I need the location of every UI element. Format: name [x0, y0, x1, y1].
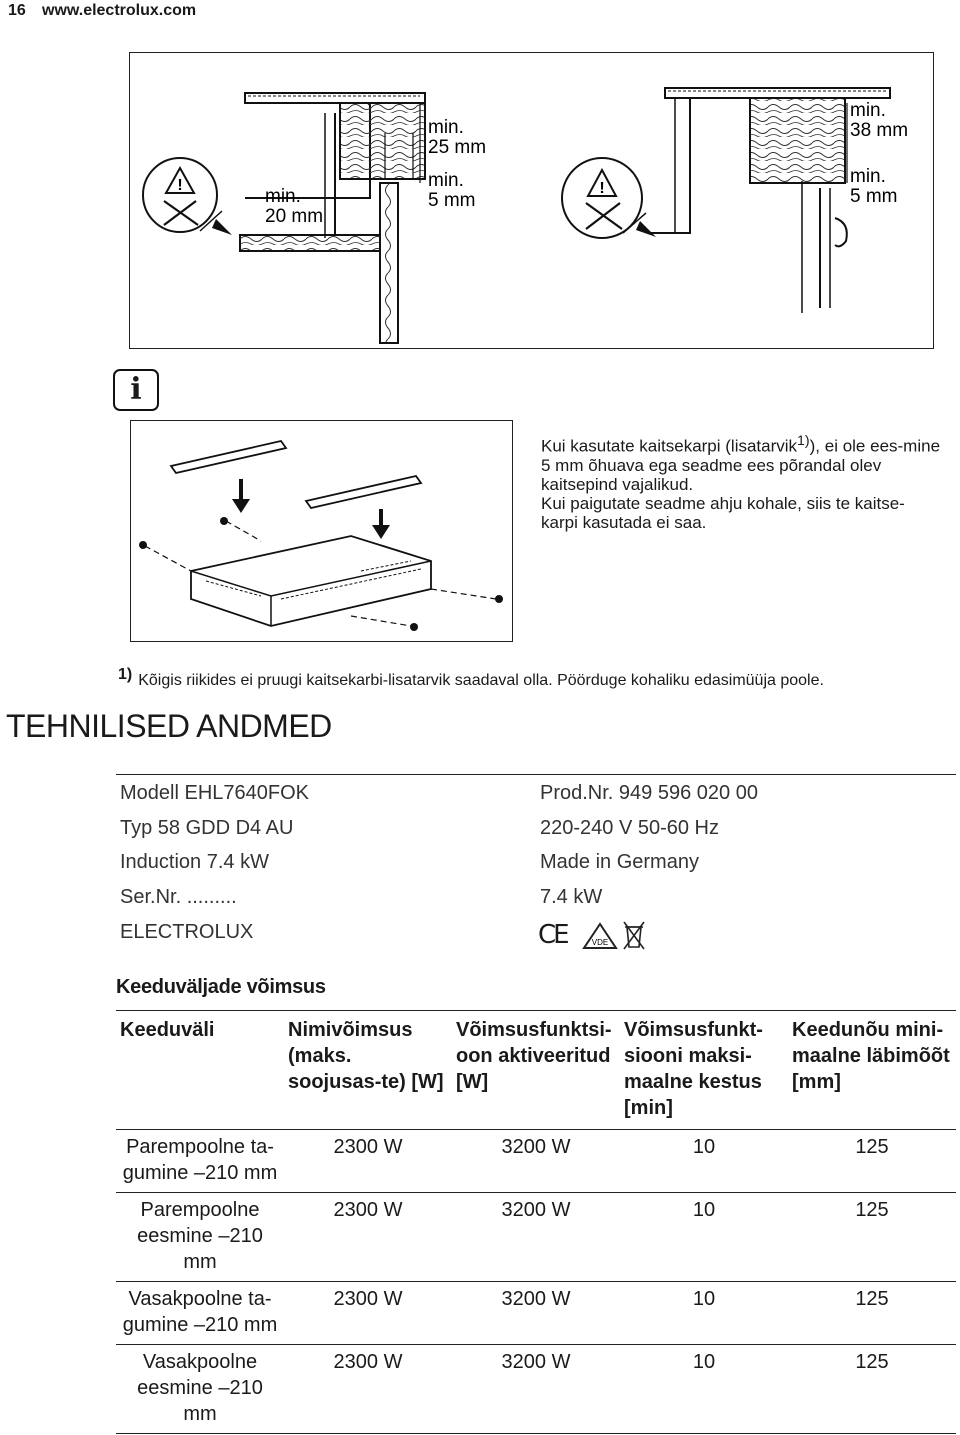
footnote-mark: 1)	[118, 666, 133, 683]
installation-diagram	[129, 52, 934, 349]
weee-bin-icon	[622, 920, 646, 950]
power-section-title: Keeduväljade võimsus	[116, 976, 326, 998]
installation-diagram-drawing	[130, 53, 933, 348]
cell-zone: Parempoolne ta-gumine –210 mm	[116, 1130, 284, 1193]
spec-voltage: 220-240 V 50-60 Hz	[540, 817, 720, 839]
cell-duration: 10	[620, 1130, 788, 1193]
spec-product-number: Prod.Nr. 949 596 020 00	[540, 782, 758, 804]
table-row	[116, 1345, 956, 1434]
cell-diameter: 125	[788, 1193, 956, 1282]
cell-boost: 3200 W	[452, 1193, 620, 1282]
col-header-zone: Keeduväli	[116, 1011, 284, 1130]
col-header-nominal: Nimivõimsus (maks. soojusas-te) [W]	[284, 1011, 452, 1130]
footnote	[118, 666, 824, 690]
svg-text:!: !	[177, 177, 183, 194]
cell-nominal: 2300 W	[284, 1282, 452, 1345]
cell-diameter: 125	[788, 1130, 956, 1193]
rating-plate-divider	[116, 774, 956, 775]
header-url: www.electrolux.com	[42, 2, 197, 19]
table-header-row	[116, 1011, 956, 1130]
protection-box-diagram	[130, 420, 513, 642]
label-min-20mm: min. 20 mm	[265, 186, 324, 227]
page-number: 16	[8, 2, 26, 19]
cell-diameter: 125	[788, 1345, 956, 1434]
cell-boost: 3200 W	[452, 1345, 620, 1434]
cell-duration: 10	[620, 1282, 788, 1345]
cell-boost: 3200 W	[452, 1282, 620, 1345]
label-min-38mm: min. 38 mm	[850, 100, 909, 141]
footnote-text: Kõigis riikides ei pruugi kaitsekarbi-lisatarvik saadaval olla. Pöörduge kohaliku edasimüüja poole.	[138, 672, 824, 689]
cell-zone: Vasakpoolne eesmine –210 mm	[116, 1345, 284, 1434]
vde-mark-icon	[582, 922, 618, 950]
cell-diameter: 125	[788, 1282, 956, 1345]
note-paragraph-1: Kui kasutate kaitsekarpi (lisatarvik$^{1)}$), ei ole ees-mine 5 mm õhuava ega seadme ees põrandal olev kaitsepind vajalikud.	[541, 433, 941, 494]
spec-total-power: 7.4 kW	[540, 886, 603, 908]
label-min-5mm-left: min. 5 mm	[428, 170, 476, 211]
svg-text:!: !	[599, 180, 605, 197]
info-icon: i	[113, 369, 159, 411]
table-row	[116, 1282, 956, 1345]
cell-zone: Parempoolne eesmine –210 mm	[116, 1193, 284, 1282]
cell-nominal: 2300 W	[284, 1345, 452, 1434]
spec-induction: Induction 7.4 kW	[120, 851, 269, 873]
table-row	[116, 1130, 956, 1193]
page-header	[0, 0, 960, 36]
spec-type: Typ 58 GDD D4 AU	[120, 817, 294, 839]
cell-duration: 10	[620, 1345, 788, 1434]
right-installation-detail	[562, 88, 890, 313]
label-min-5mm-right: min. 5 mm	[850, 166, 898, 207]
svg-text:VDE: VDE	[591, 938, 609, 947]
installation-note	[541, 432, 941, 532]
note-paragraph-2: Kui paigutate seadme ahju kohale, siis te kaitse-karpi kasutada ei saa.	[541, 493, 905, 532]
spec-brand: ELECTROLUX	[120, 921, 254, 943]
certification-marks	[538, 920, 648, 952]
cell-boost: 3200 W	[452, 1130, 620, 1193]
protection-box-drawing	[131, 421, 512, 641]
spec-origin: Made in Germany	[540, 851, 699, 873]
spec-serial: Ser.Nr. .........	[120, 886, 237, 908]
ce-mark-icon: CE	[538, 920, 567, 950]
power-table	[116, 1010, 956, 1434]
section-title: TEHNILISED ANDMED	[6, 708, 332, 744]
label-min-25mm: min. 25 mm	[428, 117, 487, 158]
footnote-ref: 1)	[797, 433, 810, 449]
col-header-diameter: Keedunõu mini-maalne läbimõõt [mm]	[788, 1011, 956, 1130]
cell-nominal: 2300 W	[284, 1193, 452, 1282]
cell-duration: 10	[620, 1193, 788, 1282]
col-header-duration: Võimsusfunkt-siooni maksi-maalne kestus [min]	[620, 1011, 788, 1130]
cell-zone: Vasakpoolne ta-gumine –210 mm	[116, 1282, 284, 1345]
table-row	[116, 1193, 956, 1282]
col-header-boost: Võimsusfunktsi-oon aktiveeritud [W]	[452, 1011, 620, 1130]
cell-nominal: 2300 W	[284, 1130, 452, 1193]
spec-model: Modell EHL7640FOK	[120, 782, 309, 804]
